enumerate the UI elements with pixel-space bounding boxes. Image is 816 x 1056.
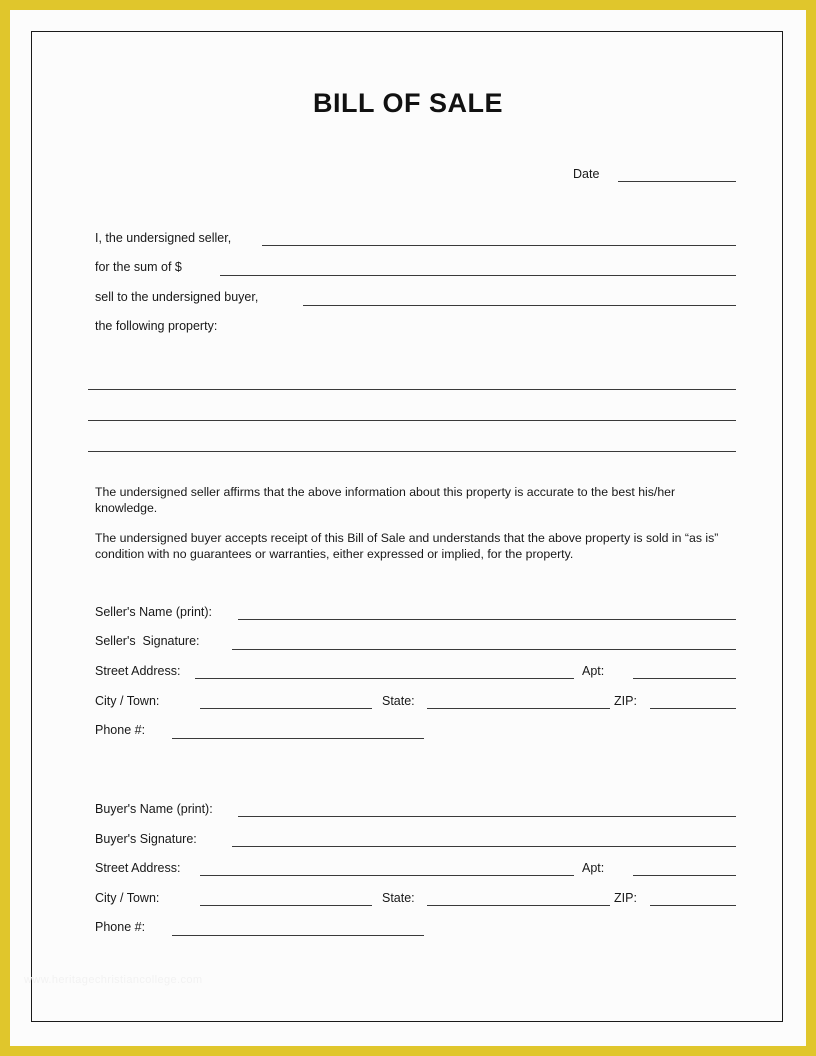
seller-state-field[interactable] [427,708,610,709]
buyer-signature-field[interactable] [232,846,736,847]
seller-name-input-line[interactable] [262,245,736,246]
seller-signature-field[interactable] [232,649,736,650]
seller-apt-label: Apt: [582,664,605,678]
buyer-street-field[interactable] [200,875,574,876]
document-page [10,10,806,1046]
page-title: BILL OF SALE [312,88,503,118]
seller-phone-field[interactable] [172,738,424,739]
property-intro-label: the following property: [95,319,218,333]
seller-phone-label: Phone #: [95,723,146,737]
buyer-zip-field[interactable] [650,905,736,906]
seller-city-label: City / Town: [95,694,160,708]
buyer-phone-label: Phone #: [95,920,146,934]
seller-affirmation-paragraph: The undersigned seller affirms that the above information about this property is accurate to the best his/her knowledge. [95,485,676,516]
property-line-3[interactable] [88,451,736,452]
buyer-intro-label: sell to the undersigned buyer, [95,290,259,304]
buyer-name-input-line[interactable] [303,305,736,306]
buyer-apt-label: Apt: [582,861,605,875]
seller-zip-label: ZIP: [614,694,637,708]
buyer-zip-label: ZIP: [614,891,637,905]
buyer-name-label: Buyer's Name (print): [95,802,213,816]
buyer-phone-field[interactable] [172,935,424,936]
buyer-signature-label: Buyer's Signature: [95,832,197,846]
seller-city-field[interactable] [200,708,372,709]
buyer-name-field[interactable] [238,816,736,817]
property-line-1[interactable] [88,389,736,390]
seller-name-label: Seller's Name (print): [95,605,212,619]
sum-label: for the sum of $ [95,260,182,274]
buyer-apt-field[interactable] [633,875,736,876]
buyer-state-field[interactable] [427,905,610,906]
sum-input-line[interactable] [220,275,736,276]
seller-state-label: State: [382,694,415,708]
buyer-city-field[interactable] [200,905,372,906]
buyer-street-label: Street Address: [95,861,181,875]
watermark-text: www.heritagechristiancollege.com [24,974,203,986]
buyer-affirmation-paragraph: The undersigned buyer accepts receipt of this Bill of Sale and understands that the above property is sold in “as is” condition with no guarantees or warranties, either expressed or implied, for the property. [95,531,719,562]
seller-intro-label: I, the undersigned seller, [95,231,232,245]
seller-street-field[interactable] [195,678,574,679]
seller-signature-label: Seller's Signature: [95,634,200,648]
property-line-2[interactable] [88,420,736,421]
buyer-city-label: City / Town: [95,891,160,905]
seller-zip-field[interactable] [650,708,736,709]
seller-street-label: Street Address: [95,664,181,678]
seller-name-field[interactable] [238,619,736,620]
seller-apt-field[interactable] [633,678,736,679]
date-input-line[interactable] [618,181,736,182]
date-label: Date [573,167,600,181]
buyer-state-label: State: [382,891,415,905]
